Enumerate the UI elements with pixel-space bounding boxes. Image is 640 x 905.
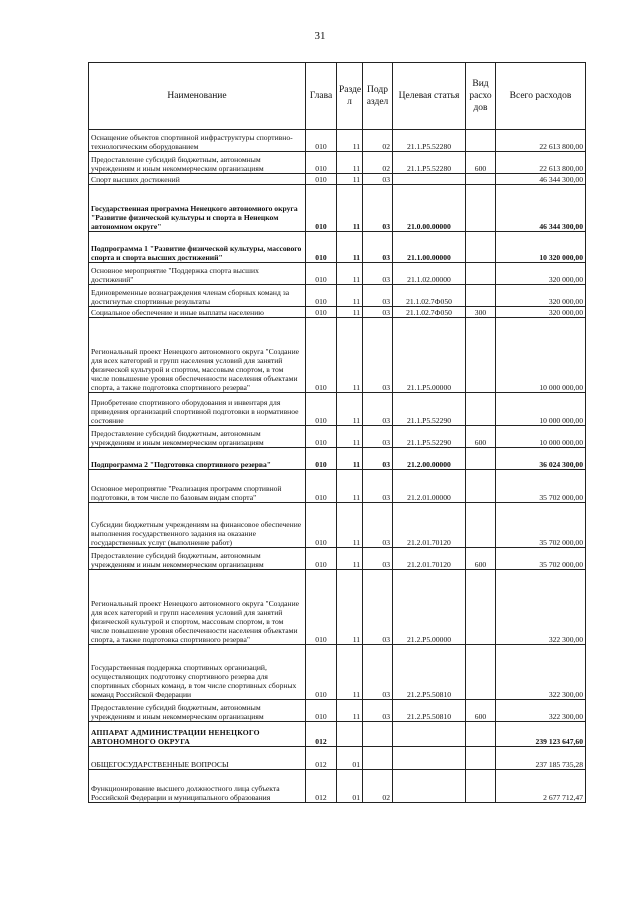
cell-total: 35 702 000,00	[496, 470, 586, 503]
cell-target	[393, 722, 466, 747]
cell-vid	[466, 130, 496, 152]
cell-vid	[466, 722, 496, 747]
table-row	[89, 570, 586, 645]
cell-glava: 010	[306, 185, 337, 232]
cell-glava: 012	[306, 770, 337, 803]
cell-vid	[466, 448, 496, 470]
cell-name: Подпрограмма 2 "Подготовка спортивного резерва"	[89, 448, 306, 470]
header-podrazdel: Подр аздел	[363, 63, 393, 130]
cell-razdel: 11	[337, 152, 363, 174]
cell-target: 21.1.00.00000	[393, 232, 466, 263]
cell-target: 21.1.02.00000	[393, 263, 466, 285]
cell-podrazdel: 03	[363, 285, 393, 307]
cell-podrazdel: 03	[363, 174, 393, 185]
table-row	[89, 645, 586, 700]
cell-total: 10 000 000,00	[496, 393, 586, 426]
cell-glava: 010	[306, 426, 337, 448]
cell-razdel: 11	[337, 185, 363, 232]
cell-vid	[466, 645, 496, 700]
cell-podrazdel: 03	[363, 570, 393, 645]
cell-glava: 010	[306, 470, 337, 503]
header-razdel: Разде л	[337, 63, 363, 130]
header-glava: Глава	[306, 63, 337, 130]
cell-name: Субсидии бюджетным учреждениям на финансовое обеспечение выполнения государственного задания на оказание государственных услуг (выполнение работ)	[89, 503, 306, 548]
header-total: Всего расходов	[496, 63, 586, 130]
cell-total: 322 300,00	[496, 645, 586, 700]
cell-target	[393, 174, 466, 185]
cell-glava: 010	[306, 503, 337, 548]
table-row	[89, 185, 586, 232]
cell-name: Оснащение объектов спортивной инфраструктуры спортивно-технологическим оборудованием	[89, 130, 306, 152]
cell-glava: 010	[306, 318, 337, 393]
table-row	[89, 174, 586, 185]
cell-vid	[466, 747, 496, 770]
table-row	[89, 263, 586, 285]
cell-razdel: 11	[337, 548, 363, 570]
cell-podrazdel	[363, 747, 393, 770]
cell-vid	[466, 770, 496, 803]
table-row	[89, 548, 586, 570]
cell-name: Единовременные вознаграждения членам сборных команд за достигнутые спортивные результаты	[89, 285, 306, 307]
cell-glava: 012	[306, 722, 337, 747]
cell-razdel: 11	[337, 700, 363, 722]
cell-name: Подпрограмма 1 "Развитие физической культуры, массового спорта и спорта высших достижений"	[89, 232, 306, 263]
cell-podrazdel: 02	[363, 152, 393, 174]
cell-glava: 010	[306, 307, 337, 318]
cell-razdel: 11	[337, 393, 363, 426]
cell-razdel: 11	[337, 130, 363, 152]
cell-target	[393, 770, 466, 803]
cell-total: 320 000,00	[496, 307, 586, 318]
cell-vid	[466, 393, 496, 426]
table-row	[89, 700, 586, 722]
cell-target: 21.1.P5.52280	[393, 152, 466, 174]
cell-target	[393, 747, 466, 770]
cell-glava: 010	[306, 700, 337, 722]
cell-target: 21.2.00.00000	[393, 448, 466, 470]
cell-vid	[466, 318, 496, 393]
budget-table	[88, 62, 586, 803]
cell-name: Спорт высших достижений	[89, 174, 306, 185]
cell-target: 21.1.02.7Ф050	[393, 307, 466, 318]
cell-name: Социальное обеспечение и иные выплаты населению	[89, 307, 306, 318]
cell-total: 35 702 000,00	[496, 503, 586, 548]
cell-glava: 010	[306, 548, 337, 570]
table-row	[89, 426, 586, 448]
cell-glava: 010	[306, 232, 337, 263]
cell-name: Приобретение спортивного оборудования и инвентаря для приведения организаций спортивной подготовки в нормативное состояние	[89, 393, 306, 426]
cell-glava: 012	[306, 747, 337, 770]
cell-total: 320 000,00	[496, 263, 586, 285]
cell-glava: 010	[306, 130, 337, 152]
cell-podrazdel: 03	[363, 470, 393, 503]
cell-name: Предоставление субсидий бюджетным, автономным учреждениям и иным некоммерческим организациям	[89, 548, 306, 570]
cell-razdel: 11	[337, 307, 363, 318]
cell-total: 46 344 300,00	[496, 185, 586, 232]
cell-glava: 010	[306, 263, 337, 285]
cell-vid	[466, 503, 496, 548]
cell-target: 21.1.P5.00000	[393, 318, 466, 393]
cell-vid	[466, 185, 496, 232]
table-row	[89, 503, 586, 548]
cell-name: Основное мероприятие "Реализация программ спортивной подготовки, в том числе по базовым видам спорта"	[89, 470, 306, 503]
cell-glava: 010	[306, 570, 337, 645]
cell-razdel: 11	[337, 570, 363, 645]
cell-glava: 010	[306, 448, 337, 470]
cell-vid	[466, 232, 496, 263]
cell-razdel: 11	[337, 645, 363, 700]
table-row	[89, 747, 586, 770]
cell-razdel: 11	[337, 426, 363, 448]
cell-total: 36 024 300,00	[496, 448, 586, 470]
cell-target: 21.1.P5.52290	[393, 393, 466, 426]
cell-podrazdel: 03	[363, 426, 393, 448]
cell-target: 21.2.P5.50810	[393, 645, 466, 700]
cell-razdel: 11	[337, 503, 363, 548]
cell-target: 21.1.P5.52290	[393, 426, 466, 448]
cell-podrazdel: 03	[363, 185, 393, 232]
cell-name: ОБЩЕГОСУДАРСТВЕННЫЕ ВОПРОСЫ	[89, 747, 306, 770]
cell-total: 10 000 000,00	[496, 426, 586, 448]
cell-name: Региональный проект Ненецкого автономного округа "Создание для всех категорий и групп населения условий для занятий физической культурой и спортом, массовым спортом, в том числе повышение уровня обеспеченности населения объектами спорта, а также подготовка спортивного резерва"	[89, 570, 306, 645]
cell-vid	[466, 470, 496, 503]
table-row	[89, 307, 586, 318]
cell-vid: 600	[466, 548, 496, 570]
cell-name: Предоставление субсидий бюджетным, автономным учреждениям и иным некоммерческим организациям	[89, 152, 306, 174]
cell-target: 21.0.00.00000	[393, 185, 466, 232]
cell-total: 322 300,00	[496, 700, 586, 722]
cell-total: 22 613 800,00	[496, 152, 586, 174]
cell-razdel	[337, 722, 363, 747]
cell-razdel: 11	[337, 318, 363, 393]
cell-target: 21.2.01.70120	[393, 503, 466, 548]
table-row	[89, 232, 586, 263]
cell-razdel: 11	[337, 232, 363, 263]
cell-total: 10 000 000,00	[496, 318, 586, 393]
cell-glava: 010	[306, 152, 337, 174]
table-row	[89, 130, 586, 152]
cell-name: Предоставление субсидий бюджетным, автономным учреждениям и иным некоммерческим организациям	[89, 426, 306, 448]
cell-name: АППАРАТ АДМИНИСТРАЦИИ НЕНЕЦКОГО АВТОНОМНОГО ОКРУГА	[89, 722, 306, 747]
cell-total: 10 320 000,00	[496, 232, 586, 263]
cell-total: 237 185 735,28	[496, 747, 586, 770]
table-row	[89, 448, 586, 470]
cell-razdel: 11	[337, 263, 363, 285]
cell-total: 239 123 647,60	[496, 722, 586, 747]
cell-glava: 010	[306, 393, 337, 426]
cell-target: 21.2.P5.50810	[393, 700, 466, 722]
cell-target: 21.2.01.00000	[393, 470, 466, 503]
cell-vid: 600	[466, 152, 496, 174]
cell-vid	[466, 263, 496, 285]
cell-vid	[466, 285, 496, 307]
cell-vid: 300	[466, 307, 496, 318]
cell-target: 21.1.02.7Ф050	[393, 285, 466, 307]
cell-podrazdel: 03	[363, 548, 393, 570]
cell-target: 21.1.P5.52280	[393, 130, 466, 152]
cell-total: 322 300,00	[496, 570, 586, 645]
cell-podrazdel: 03	[363, 318, 393, 393]
cell-podrazdel: 03	[363, 232, 393, 263]
cell-total: 22 613 800,00	[496, 130, 586, 152]
cell-podrazdel: 03	[363, 448, 393, 470]
cell-razdel: 11	[337, 285, 363, 307]
cell-vid	[466, 174, 496, 185]
cell-vid: 600	[466, 700, 496, 722]
table-row	[89, 152, 586, 174]
cell-razdel: 11	[337, 174, 363, 185]
cell-glava: 010	[306, 174, 337, 185]
cell-razdel: 01	[337, 770, 363, 803]
cell-name: Государственная программа Ненецкого автономного округа "Развитие физической культуры и спорта в Ненецком автономном округе"	[89, 185, 306, 232]
cell-podrazdel: 02	[363, 770, 393, 803]
header-vid: Вид расхо дов	[466, 63, 496, 130]
cell-podrazdel: 03	[363, 503, 393, 548]
cell-target: 21.2.01.70120	[393, 548, 466, 570]
cell-podrazdel	[363, 722, 393, 747]
page-number: 31	[314, 30, 326, 42]
table-header-row	[89, 63, 586, 130]
table-row	[89, 393, 586, 426]
cell-vid	[466, 570, 496, 645]
cell-total: 2 677 712,47	[496, 770, 586, 803]
cell-total: 320 000,00	[496, 285, 586, 307]
cell-glava: 010	[306, 645, 337, 700]
cell-name: Основное мероприятие "Поддержка спорта высших достижений"	[89, 263, 306, 285]
cell-podrazdel: 03	[363, 645, 393, 700]
cell-podrazdel: 03	[363, 393, 393, 426]
header-target: Целевая статья	[393, 63, 466, 130]
cell-name: Предоставление субсидий бюджетным, автономным учреждениям и иным некоммерческим организациям	[89, 700, 306, 722]
cell-podrazdel: 03	[363, 700, 393, 722]
cell-total: 35 702 000,00	[496, 548, 586, 570]
cell-name: Государственная поддержка спортивных организаций, осуществляющих подготовку спортивного резерва для спортивных сборных команд, в том числе спортивных сборных команд Российской Федерации	[89, 645, 306, 700]
table-row	[89, 285, 586, 307]
table-row	[89, 318, 586, 393]
cell-total: 46 344 300,00	[496, 174, 586, 185]
cell-podrazdel: 02	[363, 130, 393, 152]
cell-name: Региональный проект Ненецкого автономного округа "Создание для всех категорий и групп населения условий для занятий физической культурой и спортом, массовым спортом, в том числе повышение уровня обеспеченности населения объектами спорта, а также подготовка спортивного резерва"	[89, 318, 306, 393]
cell-razdel: 01	[337, 747, 363, 770]
cell-glava: 010	[306, 285, 337, 307]
table-row	[89, 470, 586, 503]
cell-name: Функционирование высшего должностного лица субъекта Российской Федерации и муниципального образования	[89, 770, 306, 803]
table-row	[89, 770, 586, 803]
cell-vid: 600	[466, 426, 496, 448]
cell-razdel: 11	[337, 448, 363, 470]
cell-target: 21.2.P5.00000	[393, 570, 466, 645]
cell-podrazdel: 03	[363, 307, 393, 318]
cell-razdel: 11	[337, 470, 363, 503]
table-row	[89, 722, 586, 747]
cell-podrazdel: 03	[363, 263, 393, 285]
header-name: Наименование	[89, 63, 306, 130]
